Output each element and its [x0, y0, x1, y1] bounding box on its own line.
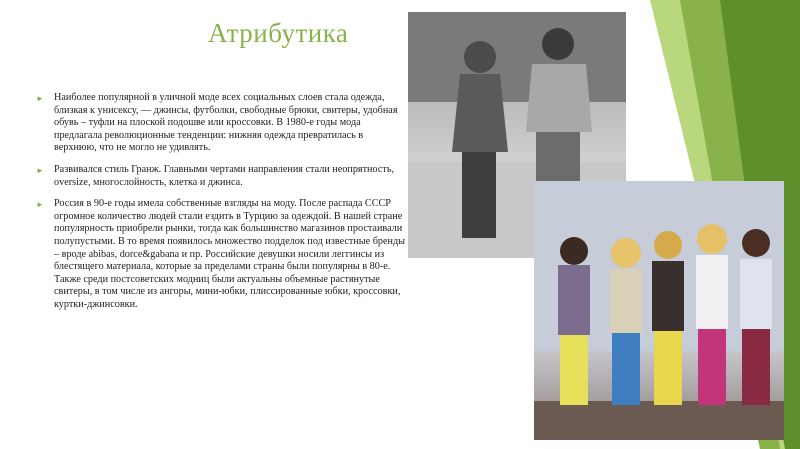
girl-1-body [558, 265, 590, 335]
bullet-list [36, 92, 408, 321]
girls-photo-illustration [534, 181, 784, 440]
woman-head [464, 41, 496, 73]
girl-2-leggings [612, 333, 640, 405]
girl-1-leggings [560, 335, 588, 405]
girl-2-body [610, 269, 642, 333]
bullet-item [36, 92, 408, 155]
girls-80s-photo [534, 181, 784, 440]
girl-4-head [697, 224, 727, 254]
street-crowd-background [408, 12, 626, 102]
bullet-item [36, 198, 408, 311]
girl-4-leggings [698, 329, 726, 405]
man-head [542, 28, 574, 60]
slide-title: Атрибутика [208, 18, 349, 48]
girl-1-head [560, 237, 588, 265]
bullet-arrow-icon: ► [36, 94, 44, 103]
girl-2-head [611, 238, 641, 268]
bullet-arrow-icon: ► [36, 200, 44, 210]
woman-body [452, 74, 508, 152]
girl-3-head [654, 231, 682, 259]
bullet-item [36, 164, 408, 189]
bullet-arrow-icon: ► [36, 165, 44, 175]
woman-legs [462, 152, 496, 238]
bullet-text: Развивался стиль Гранж. Главными чертами направления стали неопрятность, oversize, многослойность, клетка и джинса. [54, 163, 395, 188]
girl-4-body [696, 255, 728, 329]
man-sweater [526, 64, 592, 132]
girl-5-head [742, 229, 770, 257]
girl-3-body [652, 261, 684, 331]
bullet-text: Россия в 90-е годы имела собственные взгляды на моду. После распада СССР огромное количество людей стали ездить в Турцию за одеждой. В нашей стране популярность приобрели рынки, тогда как большинство магазинов простаивали полупустыми. В то время появилось множество подделок под известные бренды – вроде abibas, dorce&gabana и пр. Российские девушки носили леггинсы из блестящего материала, которые за пределами страны были популярны в 80-е. Также среди постсоветских модниц были актуальны объемные растянутые свитеры, в том числе из ангоры, мини-юбки, плиссированные юбки, кроссовки, куртки-джинсовки. [54, 198, 405, 310]
girl-5-leggings [742, 329, 770, 405]
floor [534, 401, 784, 440]
girl-3-leggings [654, 331, 682, 405]
girl-5-body [740, 259, 772, 329]
bullet-text: Наиболее популярной в уличной моде всех социальных слоев стала одежда, близкая к унисексу, — джинсы, футболки, свободные брюки, свитеры, удобная обувь – туфли на плоской подошве или кроссовки. В 1980-е годы мода предлагала революционные тенденции: нижняя одежда превратилась в верхнюю, что не могло не удивлять. [54, 92, 398, 154]
